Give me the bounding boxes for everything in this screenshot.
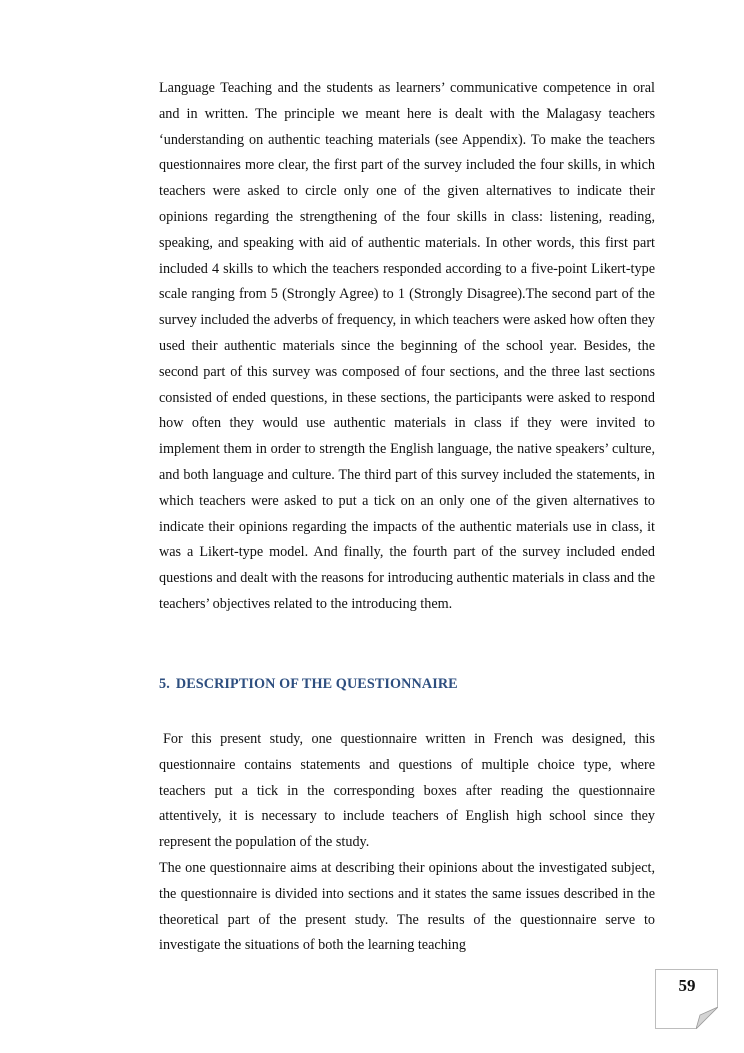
body-paragraph-3: The one questionnaire aims at describing their opinions about the investigated subject, the questionnaire is divided into sections and it states the same issues described in the theoretical part of the present study. The results of the questionnaire serve to investigate the situations of both the learning teaching: [159, 860, 655, 954]
body-paragraph-1: Language Teaching and the students as learners’ communicative competence in oral and in written. The principle we meant here is dealt with the Malagasy teachers ‘understanding on authentic teaching materials (see Appendix). To make the teachers questionnaires more clear, the first part of the survey included the four skills, in which teachers were asked to circle only one of the given alternatives to indicate their opinions regarding the strengthening of the four skills in class: listening, reading, speaking, and speaking with aid of authentic materials. In other words, this first part included 4 skills to which the teachers responded according to a five-point Likert-type scale ranging from 5 (Strongly Agree) to 1 (Strongly Disagree).The second part of the survey included the adverbs of frequency, in which teachers were asked how often they used their authentic materials since the beginning of the school year. Besides, the second part of this survey was composed of four sections, and the three last sections consisted of ended questions, in these sections, the participants were asked to respond how often they would use authentic materials in class if they were invited to implement them in order to strength the English language, the native speakers’ culture, and both language and culture. The third part of this survey included the statements, in which teachers were asked to put a tick on an only one of the given alternatives to indicate their opinions regarding the impacts of the authentic materials use in class, it was a Likert-type model. And finally, the fourth part of the survey included ended questions and dealt with the reasons for introducing authentic materials in class and the teachers’ objectives related to the introducing them.: [159, 80, 655, 612]
page-curl-icon: [696, 1007, 718, 1029]
body-paragraph-2-wrapper: [159, 727, 655, 856]
page-number: 59: [678, 976, 696, 995]
section-title: DESCRIPTION OF THE QUESTIONNAIRE: [175, 676, 458, 692]
body-paragraph-2: For this present study, one questionnaire written in French was designed, this questionnaire contains statements and questions of multiple choice type, where teachers put a tick in the corresponding boxes after reading the questionnaire attentively, it is necessary to include teachers of English high school since they represent the population of the study.: [159, 731, 655, 851]
section-number: 5.: [159, 676, 170, 692]
page-number-box: [655, 969, 718, 1029]
section-heading: [159, 676, 458, 693]
